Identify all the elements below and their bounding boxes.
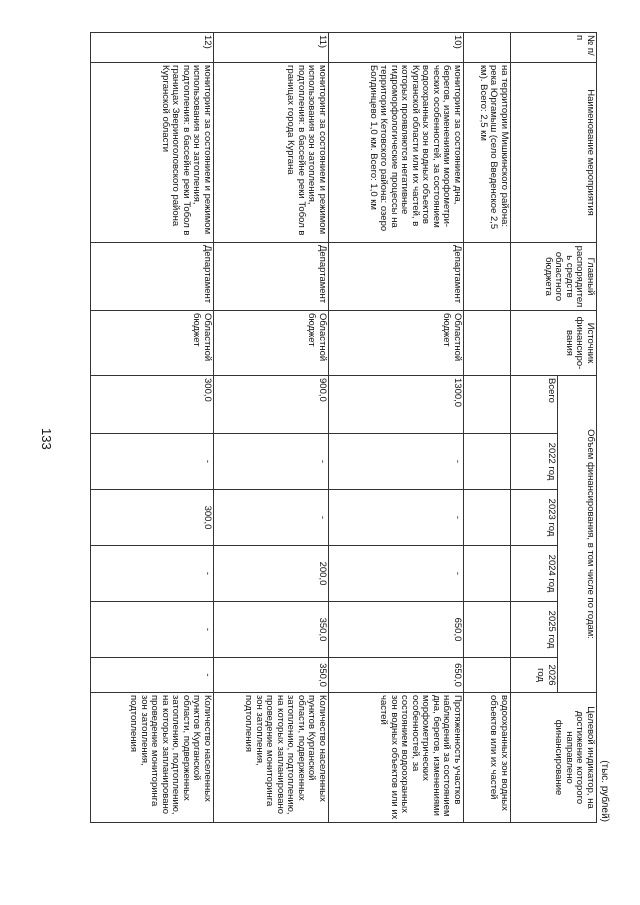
row-indicator: водоохранных зон водных объектов или их частей [464,693,511,823]
header-source: Источник финансиро-вания [511,311,597,376]
row-2023: 300,0 [91,490,214,546]
header-volume: Объем финансирования, в том числе по годам: [558,376,597,693]
row-2022: - [91,434,214,490]
row-2024 [464,546,511,602]
row-manager [464,243,511,311]
header-2023: 2023 год [511,490,558,546]
row-2025: - [91,602,214,658]
row-2024: - [91,546,214,602]
row-2025 [464,602,511,658]
row-2026: 650,0 [329,658,464,693]
row-name: мониторинг за состоянием и режимом использования зон затопления, подтопления: в бассейне реки Тобол в границах Звериноголовского района Курганской области [91,63,214,243]
row-2022: - [214,434,329,490]
table-row [329,33,464,823]
row-source: Областной бюджет [91,311,214,376]
row-num: 12) [91,33,214,63]
row-2023: - [329,490,464,546]
row-name: мониторинг за состоянием дна, берегов, изменениями морфометри-ческих особенностей, за состоянием водоохранных зон водных объектов Курганской области или их частей, в которых проявляются негативные гидроморфологические процессы на территории Кетовского района: озеро Болдинцево 1,0 км. Всего: 1,0 км [329,63,464,243]
header-num: № п/п [511,33,597,63]
row-source: Областной бюджет [214,311,329,376]
row-2022: - [329,434,464,490]
row-2024: - [329,546,464,602]
row-2025: 350,0 [214,602,329,658]
row-manager: Департамент [329,243,464,311]
units-label: (тыс. рублей) [599,760,610,822]
row-total: 1300,0 [329,376,464,434]
row-name: на территории Мишкинского района: река Юргамыш (село Введенское 2,5 км). Всего: 2,5 км [464,63,511,243]
row-indicator: Количество населенных пунктов Курганской области, подверженных затоплению, подтоплению, на которых запланировано проведение мониторинга зон затопления, подтопления [214,693,329,823]
row-2022 [464,434,511,490]
row-total: 300,0 [91,376,214,434]
header-2026: 2026 год [511,658,558,693]
table-row [214,33,329,823]
table-row [464,33,511,823]
financing-table [90,32,597,823]
row-2024: 200,0 [214,546,329,602]
header-row-1 [558,33,597,823]
header-2024: 2024 год [511,546,558,602]
row-indicator: Количество населенных пунктов Курганской области, подверженных затоплению, подтоплению, на которых запланировано проведение мониторинга зон затопления, подтопления [91,693,214,823]
row-2025: 650,0 [329,602,464,658]
row-indicator: Протяженность участков наблюдений за состоянием дна, берегов, изменениями морфометрических особенностей, за состоянием водоохранных зон водных объектов или их частей [329,693,464,823]
header-2022: 2022 год [511,434,558,490]
header-manager: Главный распорядитель средств областного бюджета [511,243,597,311]
header-indicator: Целевой индикатор, на достижение которого направлено финансирование [511,693,597,823]
row-2026: 350,0 [214,658,329,693]
row-2023: - [214,490,329,546]
row-2026 [464,658,511,693]
row-name: мониторинг за состоянием и режимом использования зон затопления, подтопления: в бассейне реки Тобол в границах города Кургана [214,63,329,243]
header-total: Всего [511,376,558,434]
row-manager: Департамент [91,243,214,311]
header-2025: 2025 год [511,602,558,658]
table-row [91,33,214,823]
row-num [464,33,511,63]
header-name: Наименование мероприятия [511,63,597,243]
page-number: 133 [39,428,54,450]
row-2023 [464,490,511,546]
row-manager: Департамент [214,243,329,311]
row-total [464,376,511,434]
row-num: 10) [329,33,464,63]
row-source: Областной бюджет [329,311,464,376]
row-2026: - [91,658,214,693]
financing-table-sheet [83,32,613,822]
row-source [464,311,511,376]
row-num: 11) [214,33,329,63]
row-total: 900,0 [214,376,329,434]
